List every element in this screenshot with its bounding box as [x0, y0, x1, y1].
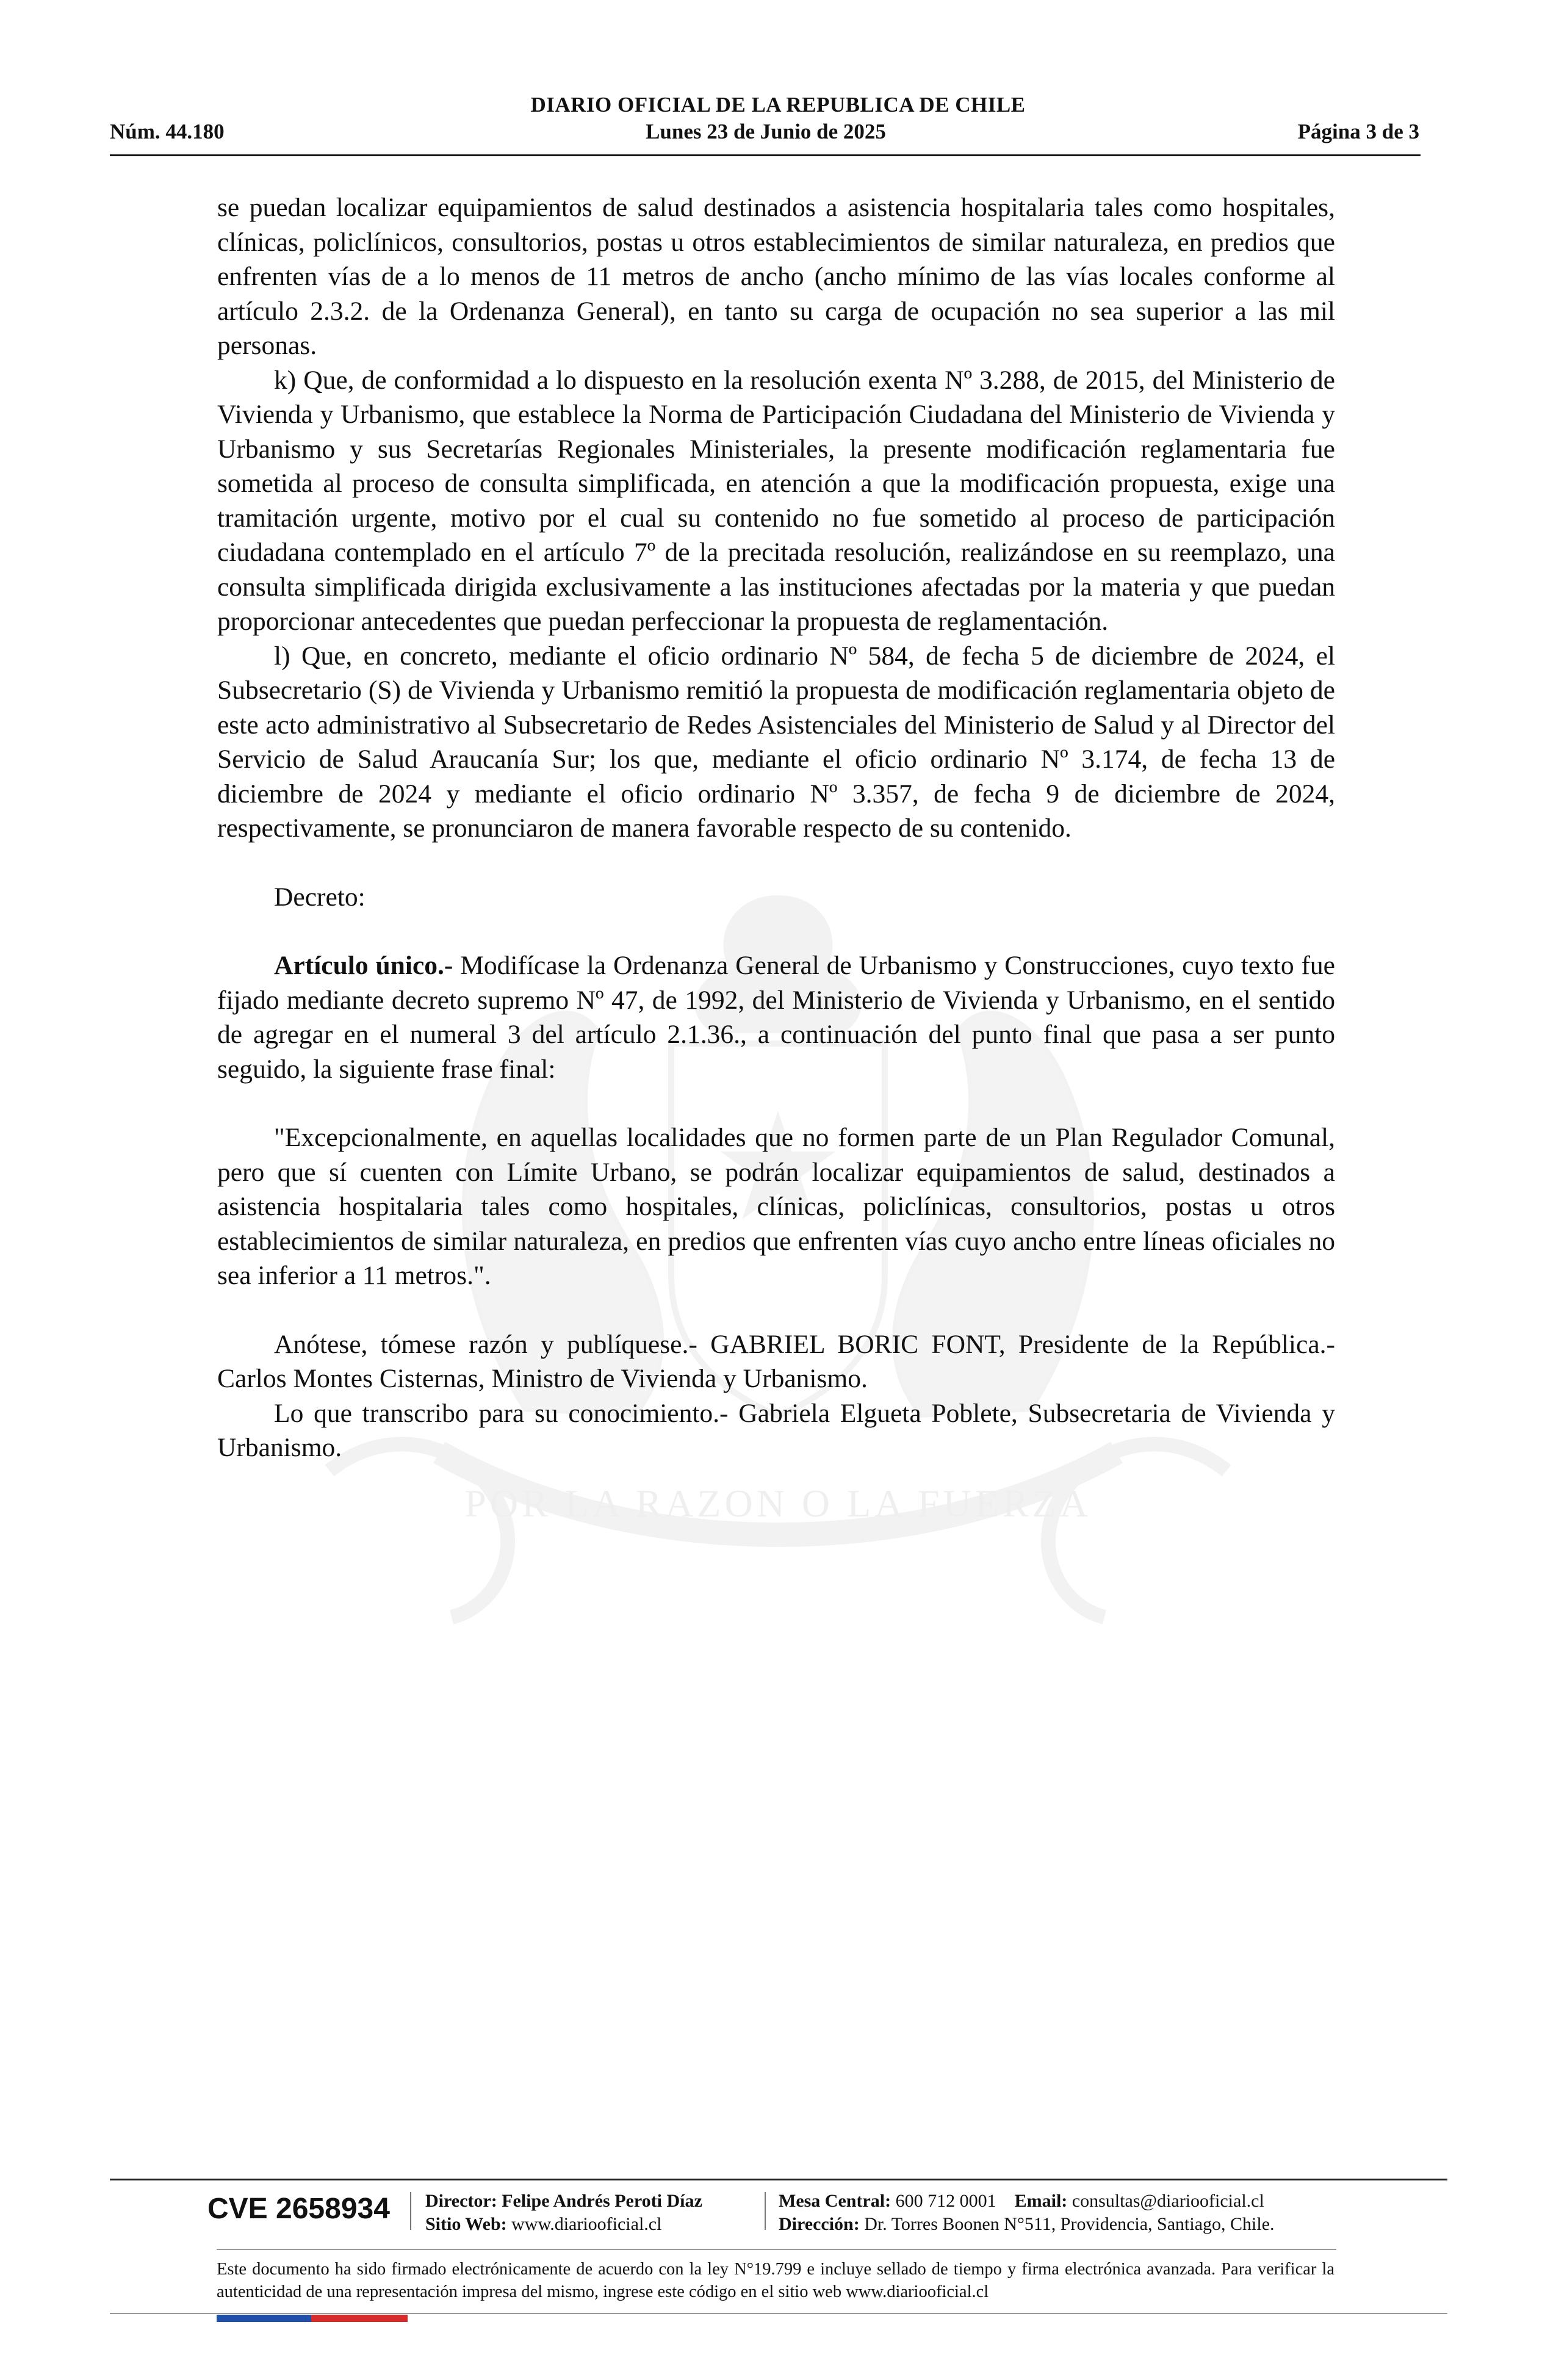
- decree-heading: Decreto:: [274, 882, 366, 912]
- flag-stripe-blue: [217, 2315, 311, 2322]
- issue-number: Núm. 44.180: [110, 120, 225, 143]
- paragraph-k: k) Que, de conformidad a lo dispuesto en la resolución exenta Nº 3.288, de 2015, del Ministerio de Vivienda y Urbanismo, que establece la Norma de Participación Ciudadana del Ministerio de Vivienda y Urbanismo y sus Secretarías Regionales Ministeriales, la presente modificación reglamentaria fue sometida al proceso de consulta simplificada, en atención a que la modificación propuesta, exige una tramitación urgente, motivo por el cual su contenido no fue sometido al proceso de participación ciudadana contemplado en el artículo 7º de la precitada resolución, realizándose en su reemplazo, una consulta simplificada dirigida exclusivamente a las instituciones afectadas por la materia y que puedan proporcionar antecedentes que puedan perfeccionar la propuesta de reglamentación.: [217, 365, 1335, 636]
- address-label: Dirección:: [779, 2214, 860, 2234]
- mesa-phone: 600 712 0001: [895, 2191, 996, 2211]
- footer-separator: [410, 2192, 411, 2230]
- closing-transcription: Lo que transcribo para su conocimiento.- Gabriela Elgueta Poblete, Subsecretaria de Vivienda y Urbanismo.: [217, 1398, 1335, 1462]
- address-value: Dr. Torres Boonen N°511, Providencia, Santiago, Chile.: [864, 2214, 1275, 2234]
- footer-divider-bottom: [110, 2313, 1447, 2314]
- article-text: Modifícase la Ordenanza General de Urbanismo y Construcciones, cuyo texto fue fijado mediante decreto supremo Nº 47, de 1992, del Ministerio de Vivienda y Urbanismo, en el sentido de agregar en el numeral 3 del artículo 2.1.36., a continuación del punto final que pasa a ser punto seguido, la siguiente frase final:: [217, 951, 1335, 1084]
- footer-divider-top: [110, 2179, 1447, 2180]
- paragraph-continuation: se puedan localizar equipamientos de salud destinados a asistencia hospitalaria tales como hospitales, clínicas, policlínicos, consultorios, postas u otros establecimientos de similar naturaleza, en predios que enfrenten vías de a lo menos de 11 metros de ancho (ancho mínimo de las vías locales conforme al artículo 2.3.2. de la Ordenanza General), en tanto su carga de ocupación no sea superior a las mil personas.: [217, 193, 1335, 360]
- director-label: Director:: [425, 2191, 497, 2211]
- quoted-amendment: "Excepcionalmente, en aquellas localidades que no formen parte de un Plan Regulador Comunal, pero que sí cuenten con Límite Urbano, se podrán localizar equipamientos de salud, destinados a asistencia hospitalaria tales como hospitales, clínicas, policlínicas, consultorios, postas u otros establecimientos de similar naturaleza, en predios que enfrenten vías cuyo ancho entre líneas oficiales no sea inferior a 11 metros.".: [217, 1123, 1335, 1290]
- page-number: Página 3 de 3: [1297, 120, 1419, 143]
- footer-separator: [765, 2192, 766, 2230]
- signature-note: Este documento ha sido firmado electrónicamente de acuerdo con la ley N°19.799 e incluye sellado de tiempo y firma electrónica avanzada. Para verificar la autenticidad de una representación impresa del mismo, ingrese este código en el sitio web www.diariooficial.cl: [217, 2260, 1334, 2301]
- flag-stripe-red: [311, 2315, 408, 2322]
- watermark-motto: POR LA RAZON O LA FUERZA: [464, 1482, 1092, 1525]
- website-link[interactable]: www.diariooficial.cl: [511, 2214, 662, 2234]
- article-paragraph: [217, 948, 1335, 1086]
- email-label: Email:: [1014, 2191, 1068, 2211]
- document-body: [217, 190, 1335, 1465]
- header-divider: [110, 154, 1421, 156]
- gazette-title: DIARIO OFICIAL DE LA REPUBLICA DE CHILE: [530, 93, 1026, 117]
- footer-director-block: [425, 2190, 702, 2236]
- paragraph-l: l) Que, en concreto, mediante el oficio ordinario Nº 584, de fecha 5 de diciembre de 2024, el Subsecretario (S) de Vivienda y Urbanismo remitió la propuesta de modificación reglamentaria objeto de este acto administrativo al Subsecretario de Redes Asistenciales del Ministerio de Salud y al Director del Servicio de Salud Araucanía Sur; los que, mediante el oficio ordinario Nº 3.174, de fecha 13 de diciembre de 2024 y mediante el oficio ordinario Nº 3.357, de fecha 9 de diciembre de 2024, respectivamente, se pronunciaron de manera favorable respecto de su contenido.: [217, 641, 1335, 843]
- director-name: Felipe Andrés Peroti Díaz: [502, 2191, 702, 2211]
- email-link[interactable]: consultas@diariooficial.cl: [1072, 2191, 1264, 2211]
- footer-contact-block: [779, 2190, 1275, 2236]
- closing-signatures: Anótese, tómese razón y publíquese.- GABRIEL BORIC FONT, Presidente de la República.- Carlos Montes Cisternas, Ministro de Vivienda y Urbanismo.: [217, 1329, 1335, 1393]
- cve-code: CVE 2658934: [207, 2193, 390, 2225]
- website-label: Sitio Web:: [425, 2214, 507, 2234]
- issue-date: Lunes 23 de Junio de 2025: [646, 120, 886, 143]
- footer-divider-mid: [217, 2249, 1336, 2250]
- mesa-label: Mesa Central:: [779, 2191, 891, 2211]
- article-label: Artículo único.-: [274, 951, 453, 980]
